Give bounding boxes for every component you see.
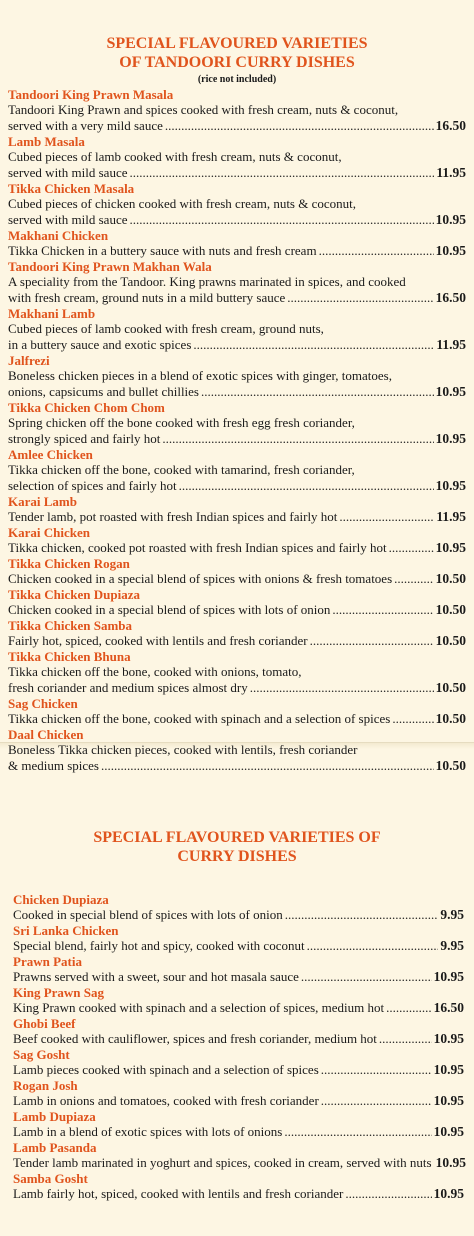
- dish-price: 10.95: [433, 1093, 464, 1108]
- dish-name: Lamb Masala: [8, 134, 85, 149]
- dish-price-line: [8, 212, 466, 228]
- dish-description: served with a very mild sauce: [8, 118, 163, 133]
- dish-name: Tandoori King Prawn Masala: [8, 87, 174, 102]
- dish-name: Tikka Chicken Masala: [8, 181, 135, 196]
- dish-description: onions, capsicums and bullet chillies: [8, 384, 199, 399]
- dish-price: 11.95: [436, 337, 466, 352]
- dish-description: Tender lamb marinated in yoghurt and spices, cooked in cream, served with nuts: [13, 1155, 432, 1170]
- dot-leader: [250, 680, 434, 696]
- menu-item: [8, 447, 466, 494]
- menu-item: [8, 618, 466, 649]
- dish-name: Makhani Chicken: [8, 228, 109, 243]
- dish-name: Sag Gosht: [13, 1047, 70, 1062]
- dot-leader: [339, 509, 434, 525]
- dish-description: Chicken cooked in a special blend of spices with lots of onion: [8, 602, 331, 617]
- dish-name: Prawn Patia: [13, 954, 82, 969]
- dot-leader: [165, 118, 434, 134]
- dish-price: 10.95: [433, 1186, 464, 1201]
- dish-price: 10.50: [435, 571, 466, 586]
- dish-name: Lamb Pasanda: [13, 1140, 97, 1155]
- dish-name: Sag Chicken: [8, 696, 78, 711]
- dot-leader: [389, 540, 434, 556]
- dish-price: 10.50: [435, 680, 466, 695]
- dish-price-line: [13, 1186, 464, 1202]
- dot-leader: [394, 571, 433, 587]
- menu-item: [8, 228, 466, 259]
- dot-leader: [130, 165, 435, 181]
- menu-item: [13, 1016, 464, 1047]
- dot-leader: [284, 1124, 431, 1140]
- dish-description: Lamb pieces cooked with spinach and a selection of spices: [13, 1062, 319, 1077]
- dish-price-line: [8, 478, 466, 494]
- dish-name: Jalfrezi: [8, 353, 50, 368]
- dish-description: Tikka Chicken in a buttery sauce with nuts and fresh cream: [8, 243, 317, 258]
- dish-name: Tikka Chicken Bhuna: [8, 649, 131, 664]
- dish-price-line: [13, 1031, 464, 1047]
- dish-price-line: [8, 118, 466, 134]
- dish-description: Tikka chicken, cooked pot roasted with fresh Indian spices and fairly hot: [8, 540, 387, 555]
- dish-name: Karai Chicken: [8, 525, 90, 540]
- dish-price-line: [13, 938, 464, 954]
- dish-price-line: [8, 758, 466, 774]
- dish-description: with fresh cream, ground nuts in a mild buttery sauce: [8, 290, 286, 305]
- dish-price: 10.95: [433, 969, 464, 984]
- dish-price: 10.95: [433, 1062, 464, 1077]
- dish-price-line: [8, 571, 466, 587]
- dish-price-line: [8, 540, 466, 556]
- dish-description: Prawns served with a sweet, sour and hot masala sauce: [13, 969, 299, 984]
- dish-description: Boneless chicken pieces in a blend of exotic spices with ginger, tomatoes,: [8, 368, 392, 383]
- dish-price: 10.95: [435, 1155, 466, 1170]
- dot-leader: [310, 633, 434, 649]
- section-title-line2: OF TANDOORI CURRY DISHES: [119, 54, 355, 71]
- dish-description: Tandoori King Prawn and spices cooked with fresh cream, nuts & coconut,: [8, 102, 399, 117]
- menu-item: [8, 494, 466, 525]
- menu-item: [8, 87, 466, 134]
- dish-price-line: [13, 1093, 464, 1109]
- dish-name: Makhani Lamb: [8, 306, 96, 321]
- menu-item: [13, 923, 464, 954]
- dish-description: served with mild sauce: [8, 165, 128, 180]
- menu-item: [8, 259, 466, 306]
- dot-leader: [321, 1093, 432, 1109]
- menu-item: [8, 556, 466, 587]
- dish-price-line: [13, 1155, 464, 1171]
- menu-item: [13, 985, 464, 1016]
- menu-item: [8, 696, 466, 727]
- dish-price: 10.95: [433, 1124, 464, 1139]
- dot-leader: [301, 969, 432, 985]
- dish-name: Tikka Chicken Samba: [8, 618, 133, 633]
- dish-description: strongly spiced and fairly hot: [8, 431, 161, 446]
- dish-price-line: [13, 907, 464, 923]
- dish-price: 11.95: [436, 165, 466, 180]
- dish-price: 10.95: [435, 540, 466, 555]
- menu-item: [8, 181, 466, 228]
- dish-price: 10.50: [435, 758, 466, 773]
- tandoori-curry-section: [0, 34, 474, 774]
- dish-description: Cubed pieces of chicken cooked with fresh cream, nuts & coconut,: [8, 196, 356, 211]
- menu-item: [8, 587, 466, 618]
- menu-item: [8, 306, 466, 353]
- dish-price-line: [8, 509, 466, 525]
- dish-description: Tikka chicken off the bone, cooked with tamarind, fresh coriander,: [8, 462, 355, 477]
- dish-price: 10.50: [435, 633, 466, 648]
- dish-price: 9.95: [440, 938, 464, 953]
- dish-price: 10.95: [435, 384, 466, 399]
- menu-item: [8, 649, 466, 696]
- dot-leader: [130, 212, 434, 228]
- menu-item: [13, 1047, 464, 1078]
- dish-description: Tikka chicken off the bone, cooked with onions, tomato,: [8, 664, 302, 679]
- dish-price-line: [8, 431, 466, 447]
- dish-description: Special blend, fairly hot and spicy, cooked with coconut: [13, 938, 305, 953]
- dish-name: Rogan Josh: [13, 1078, 78, 1093]
- dish-description: A speciality from the Tandoor. King prawns marinated in spices, and cooked: [8, 274, 406, 289]
- dish-description: Cubed pieces of lamb cooked with fresh cream, ground nuts,: [8, 321, 324, 336]
- dish-price-line: [8, 290, 466, 306]
- dish-price-line: [8, 711, 466, 727]
- dish-price: 16.50: [435, 290, 466, 305]
- dish-price: 10.95: [435, 478, 466, 493]
- dish-description: Spring chicken off the bone cooked with fresh egg fresh coriander,: [8, 415, 355, 430]
- dot-leader: [332, 602, 433, 618]
- dish-name: Ghobi Beef: [13, 1016, 76, 1031]
- dish-price-line: [8, 243, 466, 259]
- dot-leader: [386, 1000, 431, 1016]
- dot-leader: [287, 290, 433, 306]
- dot-leader: [101, 758, 434, 774]
- dish-price: 10.95: [435, 212, 466, 227]
- dish-name: Samba Gosht: [13, 1171, 88, 1186]
- dish-price-line: [8, 680, 466, 696]
- dot-leader: [285, 907, 439, 923]
- dish-description: Boneless Tikka chicken pieces, cooked with lentils, fresh coriander: [8, 742, 358, 757]
- section-title-line2: CURRY DISHES: [177, 848, 297, 865]
- dish-price: 10.95: [435, 243, 466, 258]
- section-header: [0, 34, 474, 85]
- dish-description: served with mild sauce: [8, 212, 128, 227]
- dish-description: Chicken cooked in a special blend of spices with onions & fresh tomatoes: [8, 571, 393, 586]
- dot-leader: [321, 1062, 432, 1078]
- dish-description: selection of spices and fairly hot: [8, 478, 177, 493]
- dish-price-line: [8, 165, 466, 181]
- dish-description: King Prawn cooked with spinach and a selection of spices, medium hot: [13, 1000, 385, 1015]
- dish-price-line: [13, 1000, 464, 1016]
- dot-leader: [307, 938, 439, 954]
- dish-name: Sri Lanka Chicken: [13, 923, 119, 938]
- rice-note: (rice not included): [197, 74, 277, 85]
- dish-price-line: [13, 969, 464, 985]
- dot-leader: [179, 478, 434, 494]
- dish-description: Tender lamb, pot roasted with fresh Indian spices and fairly hot: [8, 509, 338, 524]
- menu-item: [8, 525, 466, 556]
- dot-leader: [379, 1031, 432, 1047]
- dot-leader: [392, 711, 433, 727]
- dish-description: & medium spices: [8, 758, 99, 773]
- dish-name: Tikka Chicken Dupiaza: [8, 587, 140, 602]
- dot-leader: [162, 431, 433, 447]
- section-title-line1: SPECIAL FLAVOURED VARIETIES OF: [93, 829, 381, 846]
- dish-price-line: [8, 633, 466, 649]
- menu-item: [13, 892, 464, 923]
- dish-price: 9.95: [440, 907, 464, 922]
- menu-item: [8, 400, 466, 447]
- dish-name: Chicken Dupiaza: [13, 892, 109, 907]
- menu-item: [8, 134, 466, 181]
- dish-price: 10.50: [435, 602, 466, 617]
- dish-price: 16.50: [433, 1000, 464, 1015]
- menu-item: [8, 727, 466, 774]
- menu-item: [13, 1109, 464, 1140]
- dot-leader: [193, 337, 434, 353]
- menu-item: [13, 1171, 464, 1202]
- menu-item: [8, 353, 466, 400]
- section-title-line1: SPECIAL FLAVOURED VARIETIES: [106, 35, 368, 52]
- dish-description: fresh coriander and medium spices almost dry: [8, 680, 248, 695]
- dish-name: Amlee Chicken: [8, 447, 93, 462]
- dish-price: 10.95: [433, 1031, 464, 1046]
- dish-name: King Prawn Sag: [13, 985, 105, 1000]
- dish-price-line: [13, 1124, 464, 1140]
- dish-price: 10.95: [435, 431, 466, 446]
- dish-description: Cooked in special blend of spices with lots of onion: [13, 907, 283, 922]
- section-header: [0, 828, 474, 866]
- dish-description: Cubed pieces of lamb cooked with fresh cream, nuts & coconut,: [8, 149, 342, 164]
- dish-price: 16.50: [435, 118, 466, 133]
- dot-leader: [201, 384, 434, 400]
- dish-description: Tikka chicken off the bone, cooked with spinach and a selection of spices: [8, 711, 391, 726]
- dish-description: Lamb in a blend of exotic spices with lots of onions: [13, 1124, 283, 1139]
- dish-description: Fairly hot, spiced, cooked with lentils and fresh coriander: [8, 633, 308, 648]
- dish-description: Beef cooked with cauliflower, spices and fresh coriander, medium hot: [13, 1031, 377, 1046]
- dish-name: Tikka Chicken Chom Chom: [8, 400, 165, 415]
- dish-name: Daal Chicken: [8, 727, 84, 742]
- dot-leader: [319, 243, 434, 259]
- dish-name: Tikka Chicken Rogan: [8, 556, 130, 571]
- dish-price-line: [8, 602, 466, 618]
- curry-section: [0, 828, 474, 1202]
- dish-description: Lamb fairly hot, spiced, cooked with lentils and fresh coriander: [13, 1186, 344, 1201]
- menu-item: [13, 1140, 464, 1171]
- dish-name: Karai Lamb: [8, 494, 77, 509]
- menu-item: [13, 954, 464, 985]
- dish-price-line: [8, 384, 466, 400]
- dish-name: Tandoori King Prawn Makhan Wala: [8, 259, 212, 274]
- dish-description: Lamb in onions and tomatoes, cooked with fresh coriander: [13, 1093, 319, 1108]
- dish-price-line: [13, 1062, 464, 1078]
- dot-leader: [345, 1186, 431, 1202]
- dish-description: in a buttery sauce and exotic spices: [8, 337, 192, 352]
- dish-price-line: [8, 337, 466, 353]
- dish-name: Lamb Dupiaza: [13, 1109, 96, 1124]
- menu-item: [13, 1078, 464, 1109]
- menu-items-list: [0, 87, 474, 774]
- dish-price: 10.50: [435, 711, 466, 726]
- menu-items-list: [0, 892, 474, 1202]
- dish-price: 11.95: [436, 509, 466, 524]
